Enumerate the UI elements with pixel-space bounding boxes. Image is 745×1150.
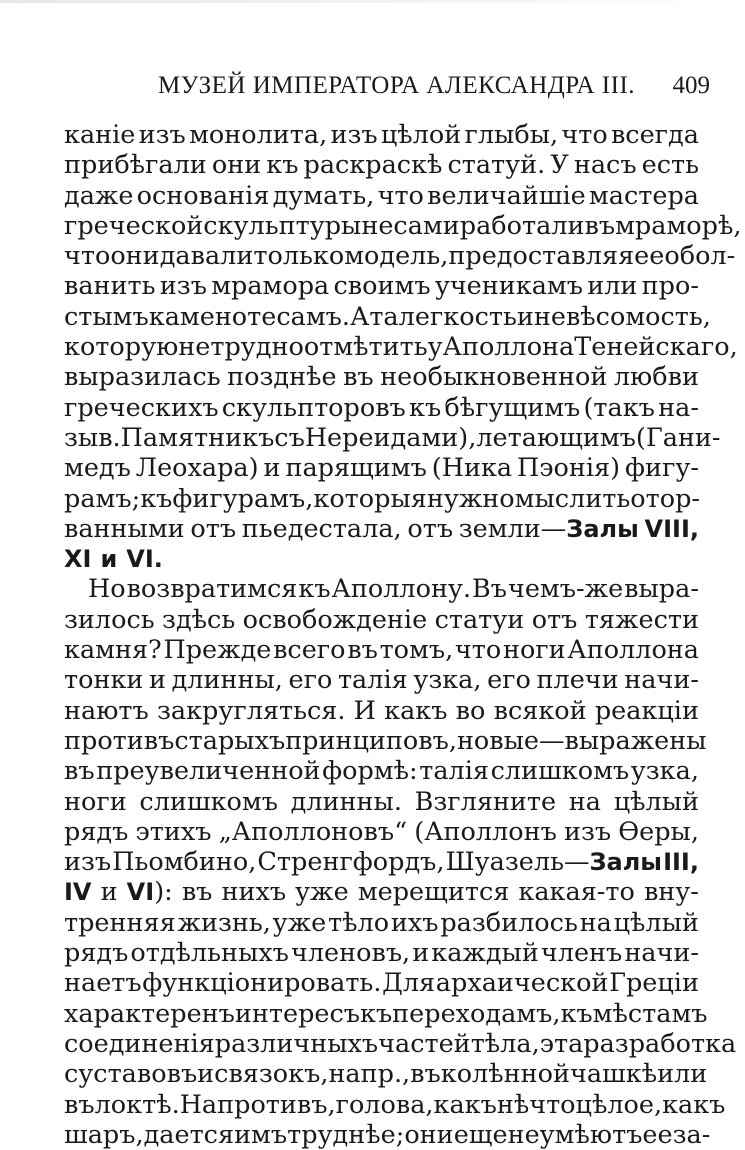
word: бѣгущимъ <box>444 392 581 423</box>
word: цѣлое, <box>575 1089 663 1120</box>
word: у <box>427 332 443 363</box>
text-line <box>64 725 707 756</box>
word: труднѣе; <box>287 1119 405 1150</box>
word: напр., <box>328 1059 411 1090</box>
word: фигу- <box>625 453 699 484</box>
word: реакціи <box>594 695 699 726</box>
word: давали <box>159 241 254 272</box>
word: мѣстамъ <box>592 998 708 1029</box>
word: къ <box>360 998 393 1029</box>
word: изъ <box>64 847 112 878</box>
text-line <box>64 544 699 574</box>
text-line <box>64 150 699 180</box>
word: переходамъ, <box>392 998 561 1029</box>
word: Греціи <box>609 968 699 999</box>
word: монолита, <box>189 120 328 150</box>
word: выразилась <box>64 362 221 393</box>
word: парящимъ <box>285 453 427 484</box>
word: длинны. <box>290 786 402 817</box>
word: цѣлой <box>380 120 462 150</box>
word: греческой <box>64 210 204 241</box>
word: предоставляя <box>448 241 635 272</box>
word: въ <box>410 1059 441 1090</box>
text-line <box>64 817 699 847</box>
word: тѣло <box>328 907 390 938</box>
word: разработка <box>583 1028 737 1059</box>
word: прибѣгали <box>64 150 207 181</box>
word: изъ <box>330 120 378 150</box>
word: (Гани- <box>635 422 721 453</box>
word: которыя <box>313 483 427 514</box>
word: разбилось <box>440 907 578 938</box>
word: уже <box>295 877 349 908</box>
word: на- <box>658 392 699 423</box>
text-line <box>64 665 699 695</box>
word: они <box>404 1119 454 1150</box>
word: III, <box>663 848 699 877</box>
word: частей <box>378 1028 471 1059</box>
word: статуи <box>434 604 525 635</box>
word: дается <box>143 1119 235 1150</box>
word: про- <box>641 271 699 302</box>
word: и <box>516 301 534 332</box>
word: цѣлый <box>613 907 699 938</box>
text-line <box>64 1119 711 1150</box>
text-line <box>64 484 699 514</box>
word: голова, <box>335 1089 434 1120</box>
word: тѣла, <box>470 1028 540 1059</box>
text-line <box>64 362 699 392</box>
word: мрамора <box>211 271 330 302</box>
word: томъ, <box>379 635 454 666</box>
word: ихъ <box>390 907 439 938</box>
word: чашкѣ <box>569 1059 658 1090</box>
word: которую <box>64 332 179 363</box>
word: Аполлона <box>567 635 699 666</box>
word: каждый <box>431 938 539 969</box>
word: къ <box>266 150 299 181</box>
word: невѣсомость, <box>533 301 711 332</box>
word: этихъ <box>135 816 212 847</box>
word: Леохара) <box>135 453 259 484</box>
word: изъ <box>159 271 207 302</box>
word: сами <box>393 210 460 241</box>
word: Въ <box>472 574 507 605</box>
word: эта <box>539 1028 584 1059</box>
word: къ <box>560 998 593 1029</box>
word: Стренгфордъ, <box>257 847 445 878</box>
word: ноги <box>64 786 127 817</box>
word: отъ <box>531 604 578 635</box>
word: и <box>149 665 166 696</box>
text-line <box>64 241 736 272</box>
word: Тенейскаго, <box>574 332 738 363</box>
word: вну- <box>643 877 699 908</box>
word: работали <box>459 210 585 241</box>
word: фигурамъ, <box>172 483 314 514</box>
text-body <box>64 120 742 1150</box>
text-line <box>64 422 721 453</box>
word: во <box>455 695 486 726</box>
word: и <box>100 545 118 574</box>
word: или <box>587 271 638 302</box>
text-line <box>64 514 699 544</box>
word: суставовъ <box>64 1059 198 1090</box>
word: и <box>263 453 281 484</box>
word: У <box>550 150 569 181</box>
word: нѣчто <box>496 1089 576 1120</box>
word: его <box>487 665 531 696</box>
word: нихъ <box>221 877 287 908</box>
word: величайшіе <box>427 180 586 211</box>
text-line <box>64 696 699 726</box>
word: съ <box>274 422 305 453</box>
word: мыслить <box>514 483 631 514</box>
word: противъ <box>64 725 175 756</box>
word: мастера <box>588 180 699 211</box>
text-line <box>64 301 711 332</box>
word: думать, <box>272 180 375 211</box>
word: Ѳеры, <box>618 816 699 847</box>
word: на <box>568 786 601 817</box>
word: умѣютъ <box>539 1119 643 1150</box>
word: изъ <box>563 816 612 847</box>
word: всякой <box>493 695 587 726</box>
text-line <box>64 938 699 968</box>
word: отдѣльныхъ <box>130 938 289 969</box>
word: они <box>110 241 160 272</box>
word: И <box>353 695 376 726</box>
word: отор- <box>630 483 701 514</box>
word: изъ <box>138 120 186 150</box>
word: Пьомбино, <box>112 847 257 878</box>
word: Шуазель—Залы <box>445 847 662 878</box>
scan-edge <box>0 0 745 3</box>
word: тяжести <box>584 604 699 635</box>
word: что <box>454 635 502 666</box>
word: что <box>561 120 608 150</box>
word: камня? <box>64 635 162 666</box>
text-line <box>64 605 699 635</box>
word: необыкновенной <box>380 362 608 393</box>
word: VI): <box>126 877 173 908</box>
word: пьедестала, <box>241 513 402 544</box>
word: старыхъ <box>174 725 286 756</box>
running-head <box>100 72 712 106</box>
word: въ <box>181 877 213 908</box>
word: та <box>369 301 399 332</box>
word: IV <box>64 878 92 907</box>
word: XI <box>64 545 92 574</box>
word: какъ <box>662 1089 726 1120</box>
text-line <box>64 1089 726 1120</box>
word: всего <box>273 635 346 666</box>
word: чемъ-же <box>507 574 624 605</box>
word: глыбы, <box>464 120 559 150</box>
word: начи- <box>624 938 699 969</box>
word: есть <box>641 150 699 181</box>
word: летающимъ <box>476 422 636 453</box>
word: Прежде <box>163 635 272 666</box>
word: земли—Залы <box>458 513 639 544</box>
word: преувеличенной <box>96 756 321 787</box>
text-line <box>64 453 699 483</box>
word: наютъ <box>64 695 149 726</box>
word: легкость <box>398 301 517 332</box>
word: (такъ <box>583 392 655 423</box>
text-line <box>64 787 699 817</box>
word: модель, <box>344 241 449 272</box>
word: узка, <box>413 665 482 696</box>
word: своимъ <box>333 271 431 302</box>
word: и <box>412 938 430 969</box>
text-line <box>64 210 742 241</box>
word: имъ <box>234 1119 288 1150</box>
word: Напротивъ, <box>179 1089 336 1120</box>
word: ноги <box>502 635 566 666</box>
word: къ <box>298 574 331 605</box>
word: А <box>350 301 370 332</box>
word: ее <box>642 1119 673 1150</box>
running-title: МУЗЕЙ ИМПЕРАТОРА АЛЕКСАНДРА III. <box>158 72 636 99</box>
word: позднѣе <box>227 362 337 393</box>
word: основанія <box>136 180 270 211</box>
word: узка, <box>630 756 699 787</box>
word: локтѣ. <box>94 1089 180 1120</box>
word: что <box>64 241 111 272</box>
word: ванными <box>64 513 185 544</box>
word: (Ника <box>431 453 513 484</box>
word: слишкомъ <box>139 786 278 817</box>
word: въ <box>64 1089 95 1120</box>
word: Но <box>88 574 126 605</box>
word: къ <box>409 392 442 423</box>
word: наетъ <box>64 968 142 999</box>
text-line <box>64 393 699 423</box>
word: любви <box>613 362 699 393</box>
word: архаической <box>435 968 609 999</box>
word: слишкомъ <box>490 756 630 787</box>
word: обол- <box>664 241 736 272</box>
word: зилось <box>64 604 155 635</box>
word: талія <box>337 665 408 696</box>
text-line <box>64 1059 708 1090</box>
word: (Аполлонъ <box>414 816 557 847</box>
word: нужно <box>426 483 515 514</box>
text-line <box>64 271 699 301</box>
word: не <box>361 210 394 241</box>
word: въ <box>347 635 378 666</box>
word: статуй. <box>447 150 546 181</box>
word: тонки <box>64 665 144 696</box>
word: отъ <box>190 513 237 544</box>
word: на <box>579 907 612 938</box>
text-line <box>64 968 699 998</box>
word: длинны, <box>171 665 283 696</box>
text-line <box>64 847 699 877</box>
word: Памятникъ <box>120 422 275 453</box>
word: нетрудно <box>178 332 304 363</box>
word: VI. <box>126 545 163 574</box>
text-line <box>64 877 699 907</box>
word: характеренъ <box>64 998 235 1029</box>
text-line <box>64 574 699 604</box>
text-line <box>64 332 738 363</box>
word: Аполлону. <box>331 574 472 605</box>
word: только <box>253 241 345 272</box>
word: рамъ; <box>64 483 141 514</box>
word: скульпторовъ <box>221 392 406 423</box>
word: въ <box>584 210 616 241</box>
word: возвратимся <box>126 574 298 605</box>
word: не <box>507 1119 540 1150</box>
text-line <box>64 1028 737 1059</box>
word: здѣсь <box>162 604 236 635</box>
word: новые—выражены <box>456 725 707 756</box>
word: всегда <box>610 120 699 150</box>
word: каменотесамъ. <box>148 301 351 332</box>
word: тренняя <box>64 907 176 938</box>
word: „Аполлоновъ“ <box>218 816 408 847</box>
word: къ <box>140 483 173 514</box>
text-line <box>64 181 699 211</box>
word: даже <box>64 180 134 211</box>
word: насъ <box>573 150 637 181</box>
word: Взгляните <box>414 786 557 817</box>
word: жизнь, <box>177 907 271 938</box>
text-line <box>64 120 699 150</box>
page-number: 409 <box>672 72 710 99</box>
word: медъ <box>64 453 131 484</box>
word: какъ <box>433 1089 497 1120</box>
word: соединенія <box>64 1028 215 1059</box>
word: въ <box>64 756 95 787</box>
word: стымъ <box>64 301 149 332</box>
word: формѣ: <box>322 756 418 787</box>
word: освобожденіе <box>242 604 428 635</box>
word: въ <box>343 362 374 393</box>
word: греческихъ <box>64 392 219 423</box>
word: какъ <box>384 695 448 726</box>
word: выра- <box>624 574 699 605</box>
word: интересъ <box>234 998 360 1029</box>
word: что <box>377 180 424 211</box>
word: и <box>100 877 118 908</box>
word: Аполлона <box>442 332 575 363</box>
word: за- <box>672 1119 711 1150</box>
word: шаръ, <box>64 1119 144 1150</box>
text-line <box>64 756 699 786</box>
word: рядъ <box>64 938 129 969</box>
word: отмѣтить <box>303 332 428 363</box>
word: рядъ <box>64 816 129 847</box>
word: талія <box>419 756 489 787</box>
word: Для <box>382 968 436 999</box>
text-line <box>64 635 699 665</box>
word: плечи <box>536 665 619 696</box>
word: ее <box>634 241 665 272</box>
word: уже <box>272 907 327 938</box>
word: или <box>657 1059 708 1090</box>
word: каніе <box>64 120 136 150</box>
word: VIII, <box>644 514 699 543</box>
word: зыв. <box>64 422 121 453</box>
word: они <box>211 150 262 181</box>
word: какая-то <box>518 877 635 908</box>
word: еще <box>453 1119 508 1150</box>
word: раскраскѣ <box>303 150 443 181</box>
word: Пэонія) <box>517 453 621 484</box>
text-line <box>64 998 708 1029</box>
word: цѣлый <box>613 786 699 817</box>
word: ванить <box>64 271 156 302</box>
text-line <box>64 908 699 938</box>
word: его <box>288 665 333 696</box>
word: закругляться. <box>156 695 346 726</box>
word: функціонировать. <box>142 968 382 999</box>
word: начи- <box>624 665 699 696</box>
word: связокъ, <box>214 1059 329 1090</box>
word: мраморѣ, <box>615 210 742 241</box>
word: мерещится <box>357 877 510 908</box>
word: Нереидами), <box>304 422 477 453</box>
word: ученикамъ <box>434 271 583 302</box>
word: членъ <box>540 938 623 969</box>
word: различныхъ <box>214 1028 379 1059</box>
word: принциповъ, <box>285 725 457 756</box>
word: колѣнной <box>440 1059 570 1090</box>
word: скульптуры <box>203 210 362 241</box>
word: отъ <box>407 513 454 544</box>
word: членовъ, <box>290 938 411 969</box>
word: и <box>197 1059 215 1090</box>
